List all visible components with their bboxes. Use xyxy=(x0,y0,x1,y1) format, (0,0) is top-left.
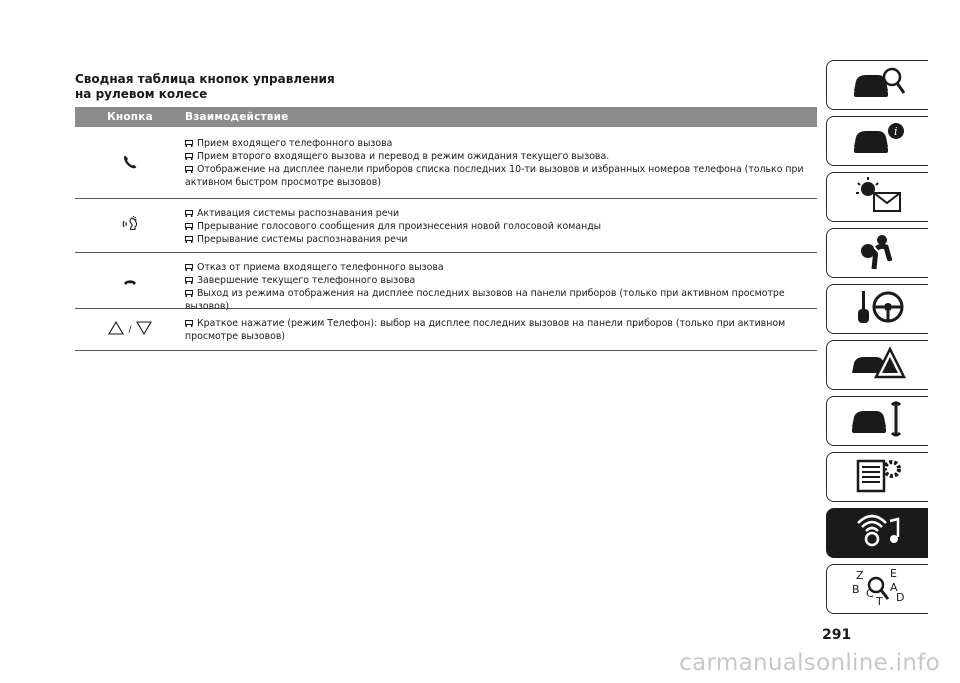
tab-warning-lights[interactable] xyxy=(826,172,928,222)
car-maintenance-icon xyxy=(846,399,910,443)
index-letter-t: T xyxy=(875,595,883,607)
key-cell xyxy=(75,199,185,252)
action-item: Выход из режима отображения на дисплее последних вызовов на панели приборов (только при активном просмотре вызовов) xyxy=(185,288,785,312)
title-line-2: на рулевом колесе xyxy=(75,87,208,101)
bullet-icon xyxy=(185,236,193,243)
tab-car-maintenance[interactable] xyxy=(826,396,928,446)
car-info-icon xyxy=(846,119,910,163)
page-title xyxy=(75,72,475,102)
index-letter-a: A xyxy=(889,581,898,594)
index-letter-z: Z xyxy=(855,569,864,582)
key-steering-wheel-icon xyxy=(846,287,910,331)
table-row xyxy=(75,309,817,351)
action-cell xyxy=(185,129,817,198)
action-cell xyxy=(185,199,817,252)
hang-up-icon xyxy=(123,271,137,290)
airbag-seatbelt-icon xyxy=(846,231,910,275)
bullet-icon xyxy=(185,153,193,160)
action-item: Прием второго входящего вызова и перевод в режим ожидания текущего вызова. xyxy=(185,150,817,163)
key-separator: / xyxy=(128,324,132,335)
tab-car-dashboard-search[interactable] xyxy=(826,60,928,110)
alphabetical-index-icon xyxy=(846,567,910,611)
index-letter-e: E xyxy=(889,567,897,580)
tab-car-breakdown[interactable] xyxy=(826,340,928,390)
key-cell xyxy=(75,253,185,308)
key-cell xyxy=(75,129,185,198)
bullet-icon xyxy=(185,140,193,147)
header-action: Взаимодействие xyxy=(185,111,289,123)
action-item: Отказ от приема входящего телефонного вызова xyxy=(185,261,817,274)
table-row xyxy=(75,129,817,199)
index-letter-c: C xyxy=(865,587,874,600)
bullet-icon xyxy=(185,210,193,217)
watermark: carmanualsonline.info xyxy=(679,650,940,676)
table-row xyxy=(75,253,817,312)
bullet-icon xyxy=(185,290,193,297)
index-letter-d: D xyxy=(895,591,904,604)
key-cell xyxy=(75,309,185,350)
technical-data-icon xyxy=(846,455,910,499)
action-item: Краткое нажатие (режим Телефон): выбор на дисплее последних вызовов на панели приборов (только при активном просмотре вызовов) xyxy=(185,318,786,342)
action-cell xyxy=(185,253,817,312)
title-line-1: Сводная таблица кнопок управления xyxy=(75,72,335,86)
steering-controls-table xyxy=(75,107,817,351)
table-row xyxy=(75,199,817,253)
action-item: Активация системы распознавания речи xyxy=(185,207,817,220)
action-item: Прием входящего телефонного вызова xyxy=(185,137,817,150)
action-cell xyxy=(185,309,817,350)
action-item: Прерывание системы распознавания речи xyxy=(185,233,817,246)
action-item: Отображение на дисплее панели приборов списка последних 10-ти вызовов и избранных номеров телефона (только при активном быстром просмотре вызовов) xyxy=(185,164,804,188)
voice-recognition-icon xyxy=(121,216,139,236)
header-key: Кнопка xyxy=(107,111,153,123)
phone-handset-icon xyxy=(122,154,138,174)
svg-text:i: i xyxy=(893,125,898,138)
table-header xyxy=(75,107,817,127)
page-number: 291 xyxy=(822,627,852,643)
tab-technical-data[interactable] xyxy=(826,452,928,502)
up-arrow-icon xyxy=(108,320,124,339)
down-arrow-icon xyxy=(136,320,152,339)
action-item: Завершение текущего телефонного вызова xyxy=(185,274,817,287)
tab-multimedia[interactable] xyxy=(826,508,928,558)
warning-lights-message-icon xyxy=(846,175,910,219)
tab-car-info[interactable] xyxy=(826,116,928,166)
action-item: Прерывание голосового сообщения для произнесения новой голосовой команды xyxy=(185,220,817,233)
tab-airbag-seatbelt[interactable] xyxy=(826,228,928,278)
index-letter-b: B xyxy=(851,583,860,596)
tab-key-steering[interactable] xyxy=(826,284,928,334)
bullet-icon xyxy=(185,223,193,230)
bullet-icon xyxy=(185,320,193,327)
multimedia-icon xyxy=(846,511,910,555)
bullet-icon xyxy=(185,264,193,271)
car-breakdown-icon xyxy=(846,343,910,387)
tab-alphabetical-index[interactable] xyxy=(826,564,928,614)
car-dashboard-search-icon xyxy=(846,63,910,107)
bullet-icon xyxy=(185,166,193,173)
bullet-icon xyxy=(185,277,193,284)
